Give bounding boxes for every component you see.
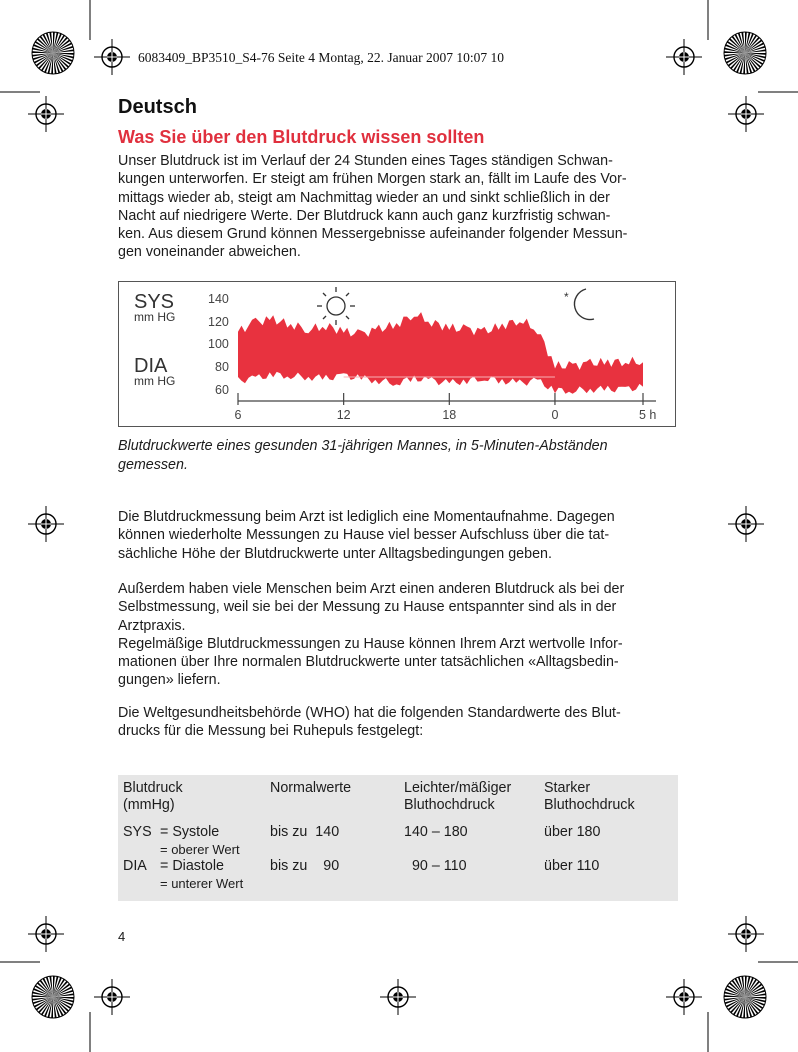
text-line: Selbstmessung, weil sie bei der Messung zu Hause entspannter sind als in der <box>118 599 617 616</box>
x-tick-label: 12 <box>336 408 351 422</box>
subtitle: Was Sie über den Blutdruck wissen sollten <box>118 127 485 147</box>
text-line: mationen über Ihre normalen Blutdruckwerte unter tatsächlichen «Alltagsbedin- <box>118 654 619 671</box>
star-icon: * <box>564 290 569 304</box>
registration-mark <box>94 979 130 1015</box>
table-row-sys-sub: = oberer Wert <box>160 842 240 857</box>
header-line: (mmHg) <box>123 797 175 813</box>
x-tick-label: 6 <box>234 408 242 422</box>
print-header: 6083409_BP3510_S4-76 Seite 4 Montag, 22. Januar 2007 10:07 10 <box>138 50 504 65</box>
y-tick-label: 100 <box>208 337 229 351</box>
table-row-dia-abbr: DIA <box>123 858 147 874</box>
table-row-dia-normal: bis zu 90 <box>270 858 340 874</box>
table-row-sys-mild: 140 – 180 <box>404 824 468 840</box>
registration-mark <box>728 96 764 132</box>
registration-mark <box>666 39 702 75</box>
text-line: Außerdem haben viele Menschen beim Arzt einen anderen Blutdruck als bei der <box>118 581 625 597</box>
table-row-dia-sub: = unterer Wert <box>160 876 244 891</box>
registration-mark <box>728 506 764 542</box>
text-line: Arztpraxis. <box>118 617 186 634</box>
x-tick-label: 18 <box>442 408 457 422</box>
header-line: Blutdruck <box>123 780 183 796</box>
y-tick-label: 80 <box>215 360 229 374</box>
header-line: Starker <box>544 780 591 796</box>
text-line: Regelmäßige Blutdruckmessungen zu Hause können Ihrem Arzt wertvolle Infor- <box>118 635 623 652</box>
header-line: Bluthochdruck <box>404 797 495 813</box>
table-row-sys-severe: über 180 <box>544 824 601 840</box>
registration-mark <box>94 39 130 75</box>
star-target-mark <box>32 976 74 1018</box>
table-row-dia-eq: = Diastole <box>160 858 224 874</box>
text-line: Unser Blutdruck ist im Verlauf der 24 Stunden eines Tages ständigen Schwan- <box>118 153 613 169</box>
table-row-sys-eq: = Systole <box>160 824 220 840</box>
y-tick-label: 140 <box>208 292 229 306</box>
table-row-sys-abbr: SYS <box>123 824 152 840</box>
x-tick-label: 0 <box>551 408 559 422</box>
legend-sys-unit: mm HG <box>134 310 176 324</box>
legend-dia-label: DIA <box>134 355 168 377</box>
star-target-mark <box>32 32 74 74</box>
text-line: ken. Aus diesem Grund können Messergebnisse aufeinander folgender Messun- <box>118 226 628 243</box>
y-tick-label: 60 <box>215 383 229 397</box>
y-tick-label: 120 <box>208 315 229 329</box>
table-row-dia-mild: 90 – 110 <box>404 858 467 874</box>
legend-dia-unit: mm HG <box>134 374 176 388</box>
star-target-mark <box>724 976 766 1018</box>
table-row-sys-normal: bis zu 140 <box>270 824 340 840</box>
registration-mark <box>28 96 64 132</box>
star-target-mark <box>724 32 766 74</box>
registration-mark <box>728 916 764 952</box>
section-title: Deutsch <box>118 96 197 118</box>
x-tick-label: 5 h <box>639 408 657 422</box>
table-row-dia-severe: über 110 <box>544 858 600 874</box>
text-line: gungen» liefern. <box>118 672 221 689</box>
text-line: mittags wieder ab, steigt am Nachmittag wieder an und sinkt schließlich in der <box>118 189 610 206</box>
text-line: kungen unterworfen. Er steigt am frühen Morgen stark an, fällt im Laufe des Vor- <box>118 171 627 188</box>
chart-caption: Blutdruckwerte eines gesunden 31-jährigen Mannes, in 5-Minuten-Abständen gemessen. <box>118 438 608 473</box>
header-line: Bluthochdruck <box>544 797 635 813</box>
text-line: sächliche Höhe der Blutdruckwerte unter Alltagsbedingungen geben. <box>118 545 552 562</box>
header-line: Normalwerte <box>270 780 352 796</box>
text-line: können wiederholte Messungen zu Hause viel besser Aufschluss über die tat- <box>118 527 610 544</box>
registration-mark <box>380 979 416 1015</box>
registration-mark <box>666 979 702 1015</box>
registration-mark <box>28 506 64 542</box>
page-number: 4 <box>118 929 126 944</box>
text-line: Die Blutdruckmessung beim Arzt ist lediglich eine Momentaufnahme. Dagegen <box>118 509 615 525</box>
text-line: Die Weltgesundheitsbehörde (WHO) hat die folgenden Standardwerte des Blut- <box>118 705 621 721</box>
header-line: Leichter/mäßiger <box>404 780 512 796</box>
legend-sys-label: SYS <box>134 291 175 313</box>
text-line: Nacht auf niedrigere Werte. Der Blutdruck kann auch ganz kurzfristig schwan- <box>118 207 611 224</box>
text-line: drucks für die Messung bei Ruhepuls festgelegt: <box>118 723 424 740</box>
text-line: gen voneinander abweichen. <box>118 244 301 261</box>
registration-mark <box>28 916 64 952</box>
